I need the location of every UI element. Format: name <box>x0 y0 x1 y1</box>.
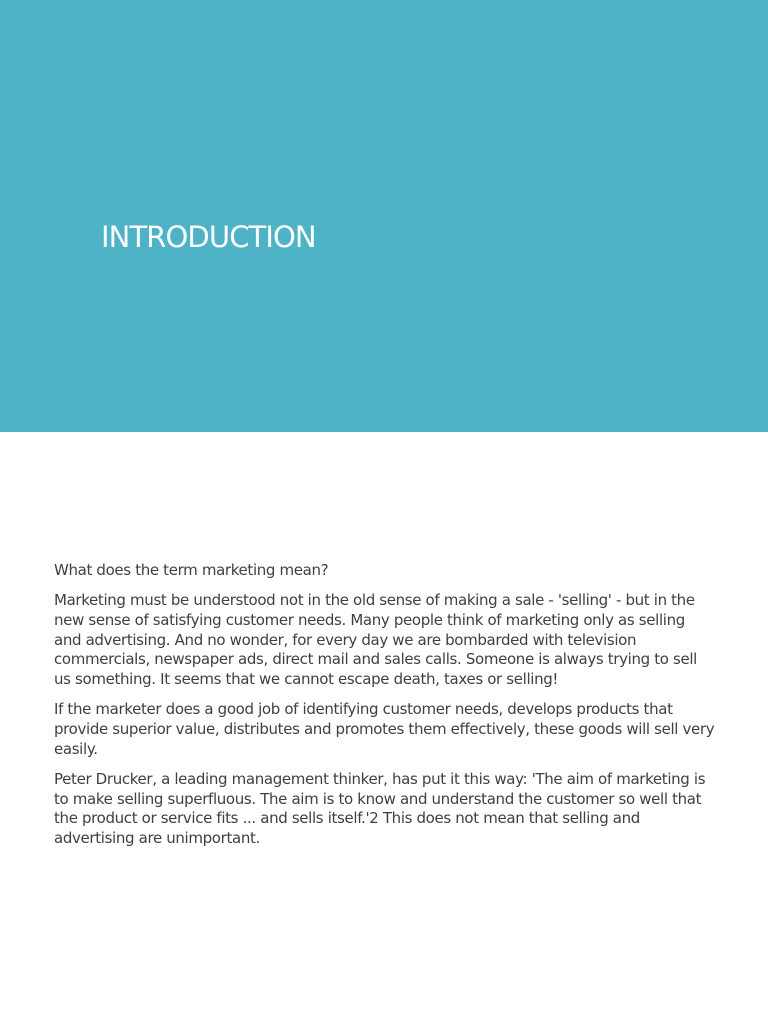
body-content <box>54 561 716 859</box>
drucker-quote-paragraph: Peter Drucker, a leading management thinker, has put it this way: 'The aim of marketing is to make selling superfluous. The aim is to know and understand the customer so well that the product or service fits ... and sells itself.'2 This does not mean that selling and advertising are unimportant. <box>54 769 706 847</box>
question-paragraph: What does the term marketing mean? <box>54 561 329 579</box>
customer-needs-paragraph: If the marketer does a good job of identifying customer needs, develops products that provide superior value, distributes and promotes them effectively, these goods will sell very easily. <box>54 700 715 758</box>
slide-title: INTRODUCTION <box>101 220 316 254</box>
title-band <box>0 0 768 432</box>
marketing-definition-paragraph: Marketing must be understood not in the old sense of making a sale - 'selling' - but in the new sense of satisfying customer needs. Many people think of marketing only as selling and advertising. And no wonder, for every day we are bombarded with television commercials, newspaper ads, direct mail and sales calls. Someone is always trying to sell us something. It seems that we cannot escape death, taxes or selling! <box>54 591 697 689</box>
